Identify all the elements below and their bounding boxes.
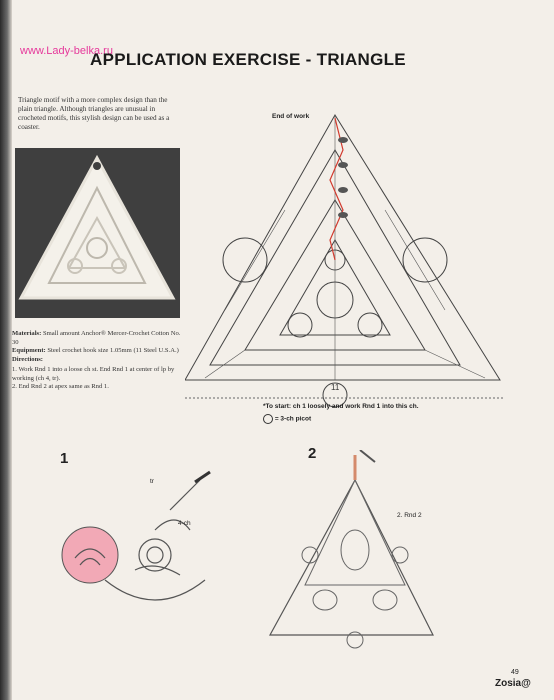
label-4ch: 4-ch [178,520,191,527]
end-of-work-label: End of work [272,113,310,120]
page-number: 49 [511,669,519,676]
directions-label: Directions: [12,355,44,363]
step-2-illustration [265,450,440,650]
book-spine [0,0,12,700]
directions-list [12,366,182,392]
materials-label: Materials: [12,330,42,337]
intro-text: Triangle motif with a more complex design than the plain triangle. Although triangles are unusual in crocheted motifs, this stylish design can be used as a coaster. [18,96,170,131]
step-2-number: 2 [308,445,317,462]
start-note: *To start: ch 1 loosely and work Rnd 1 into this ch. [263,403,419,410]
label-rnd2: 2. Rnd 2 [397,512,422,519]
picot-note [263,414,311,424]
center-marker: 11 [331,383,340,392]
picot-icon [263,414,273,424]
picot-text: = 3-ch picot [274,415,312,423]
materials-block [12,330,182,392]
crochet-chart [185,110,505,410]
label-tr: tr [150,478,154,485]
equipment-text: Steel crochet hook size 1.05mm (11 Steel U.S.A.) [47,347,179,354]
direction-item: 1. Work Rnd 1 into a loose ch st. End Rnd 1 at center of lp by working (ch 4, tr). [12,366,175,382]
watermark-link[interactable]: www.Lady-belka.ru [20,45,113,57]
motif-photo [15,148,180,318]
materials-text: Small amount Anchor® Mercer-Crochet Cotton No. 30 [12,330,181,346]
direction-item: 2. End Rnd 2 at apex same as Rnd 1. [12,383,109,390]
step-1-number: 1 [60,450,69,467]
credit-text: Zosia@ [495,678,531,689]
page-title: APPLICATION EXERCISE - TRIANGLE [90,50,406,69]
step-1-illustration [55,470,255,610]
equipment-label: Equipment: [12,347,46,354]
